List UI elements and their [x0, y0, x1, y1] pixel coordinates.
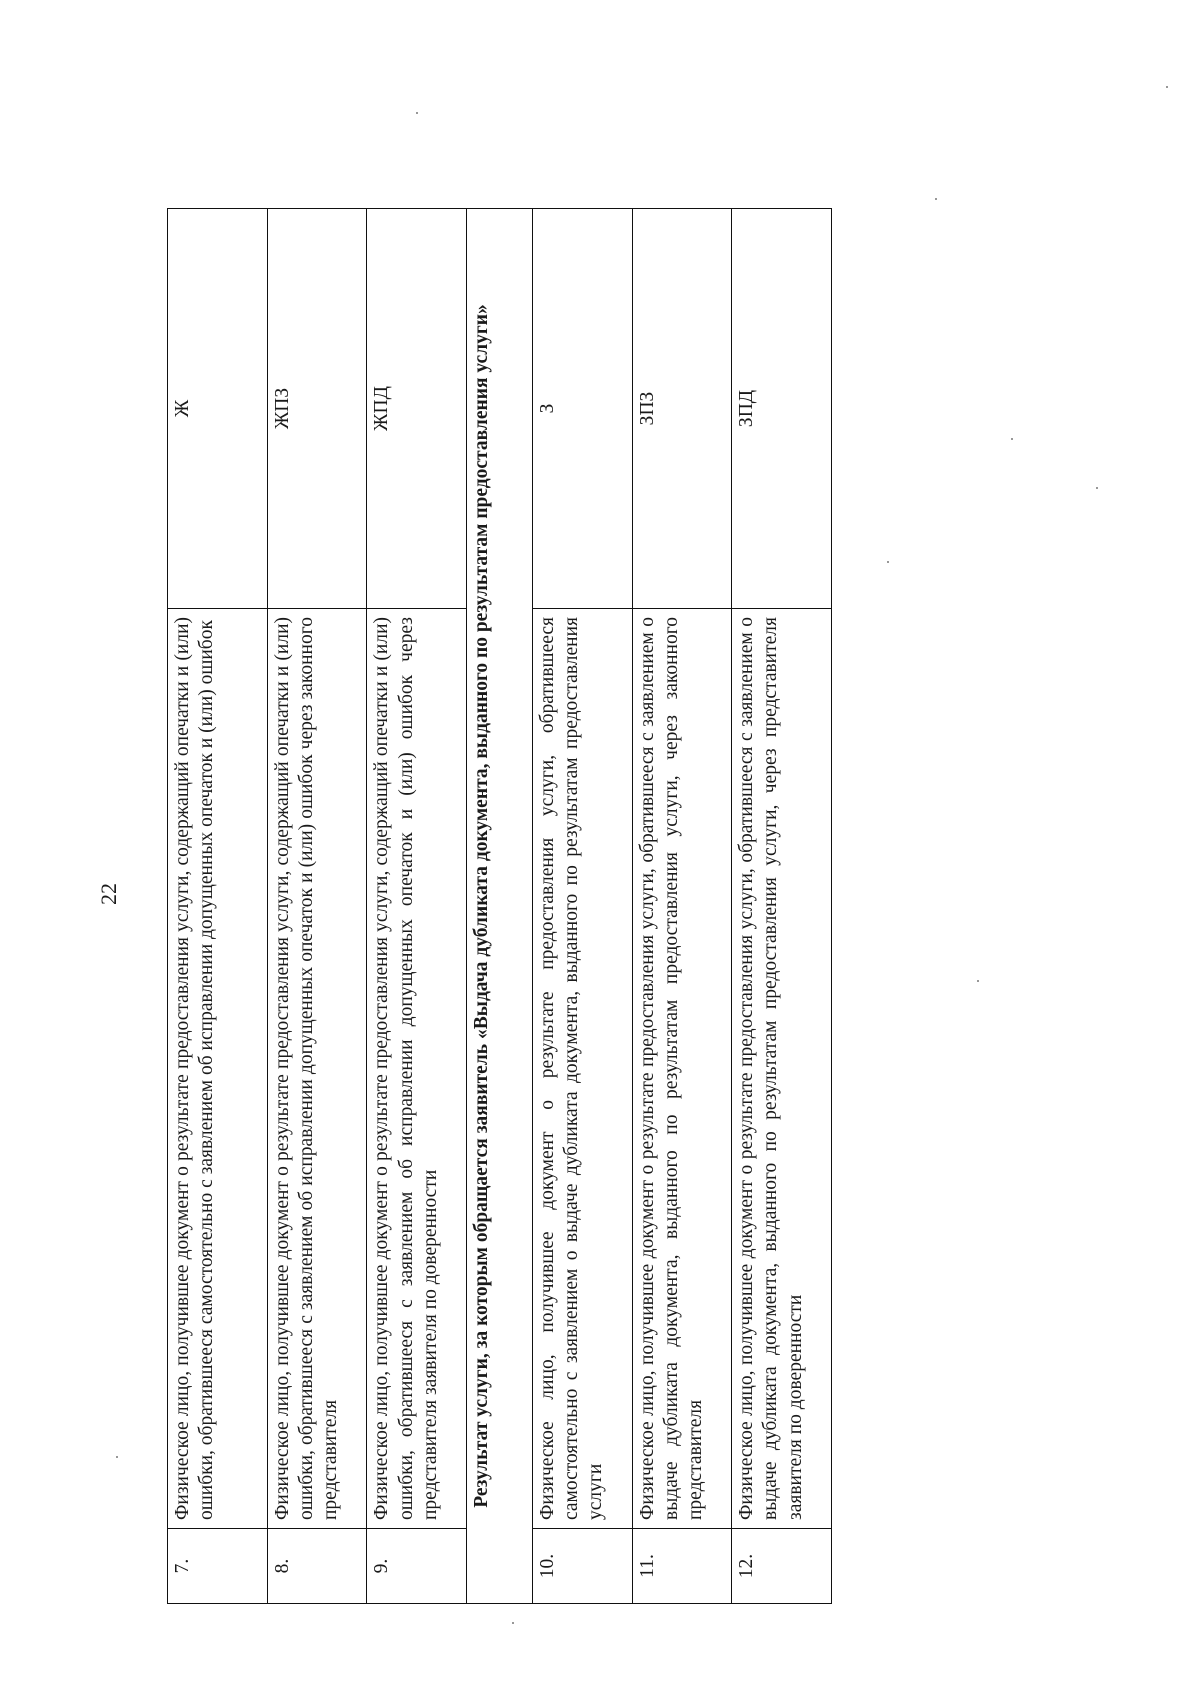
variant-code: З — [532, 209, 632, 609]
scan-speck — [1096, 487, 1098, 489]
scan-speck — [512, 1622, 514, 1624]
row-number: 12. — [732, 1529, 832, 1604]
row-number: 10. — [532, 1529, 632, 1604]
row-number: 8. — [267, 1529, 367, 1604]
variant-code: ЖПЗ — [267, 209, 367, 609]
row-number: 11. — [632, 1529, 732, 1604]
table-row — [532, 209, 632, 1604]
scan-speck — [935, 198, 937, 200]
scan-speck — [887, 561, 889, 563]
applicant-variants-table-wrapper — [167, 209, 832, 1604]
table-row — [267, 209, 367, 1604]
table-row — [732, 209, 832, 1604]
applicant-description: Физическое лицо, получившее документ о результате предоставления услуги, обратившееся с заявлением о выдаче дубликата документа, выданного по результатам предоставления услуги, через представителя заявителя по доверенности — [732, 609, 832, 1529]
page-number: 22 — [96, 883, 121, 905]
row-number: 7. — [168, 1529, 268, 1604]
variant-code: ЗПД — [732, 209, 832, 609]
variant-code: Ж — [168, 209, 268, 609]
applicant-description: Физическое лицо, получившее документ о результате предоставления услуги, содержащий опечатки и (или) ошибки, обратившееся с заявлением об исправлении допущенных опечаток и (или) ошибок через представителя заявителя по доверенности — [367, 609, 467, 1529]
table-row — [367, 209, 467, 1604]
scan-speck — [116, 1456, 118, 1458]
scan-speck — [416, 112, 418, 114]
table-row — [168, 209, 268, 1604]
variant-code: ЗПЗ — [632, 209, 732, 609]
section-heading: Результат услуги, за которым обращается заявитель «Выдача дубликата документа, выданного по результатам предоставления услуги» — [467, 209, 533, 1604]
scan-speck — [977, 980, 979, 982]
scan-speck — [1166, 86, 1168, 88]
applicant-variants-table — [167, 208, 832, 1604]
row-number: 9. — [367, 1529, 467, 1604]
section-heading-row — [467, 209, 533, 1604]
table-row — [632, 209, 732, 1604]
applicant-description: Физическое лицо, получившее документ о результате предоставления услуги, обратившееся самостоятельно с заявлением о выдаче дубликата документа, выданного по результатам предоставления услуги — [532, 609, 632, 1529]
applicant-description: Физическое лицо, получившее документ о результате предоставления услуги, обратившееся с заявлением о выдаче дубликата документа, выданного по результатам предоставления услуги, через законного представителя — [632, 609, 732, 1529]
variant-code: ЖПД — [367, 209, 467, 609]
applicant-description: Физическое лицо, получившее документ о результате предоставления услуги, содержащий опечатки и (или) ошибки, обратившееся с заявлением об исправлении допущенных опечаток и (или) ошибок через законного представителя — [267, 609, 367, 1529]
scan-speck — [1011, 438, 1013, 440]
applicant-description: Физическое лицо, получившее документ о результате предоставления услуги, содержащий опечатки и (или) ошибки, обратившееся самостоятельно с заявлением об исправлении допущенных опечаток и (или) ошибок — [168, 609, 268, 1529]
